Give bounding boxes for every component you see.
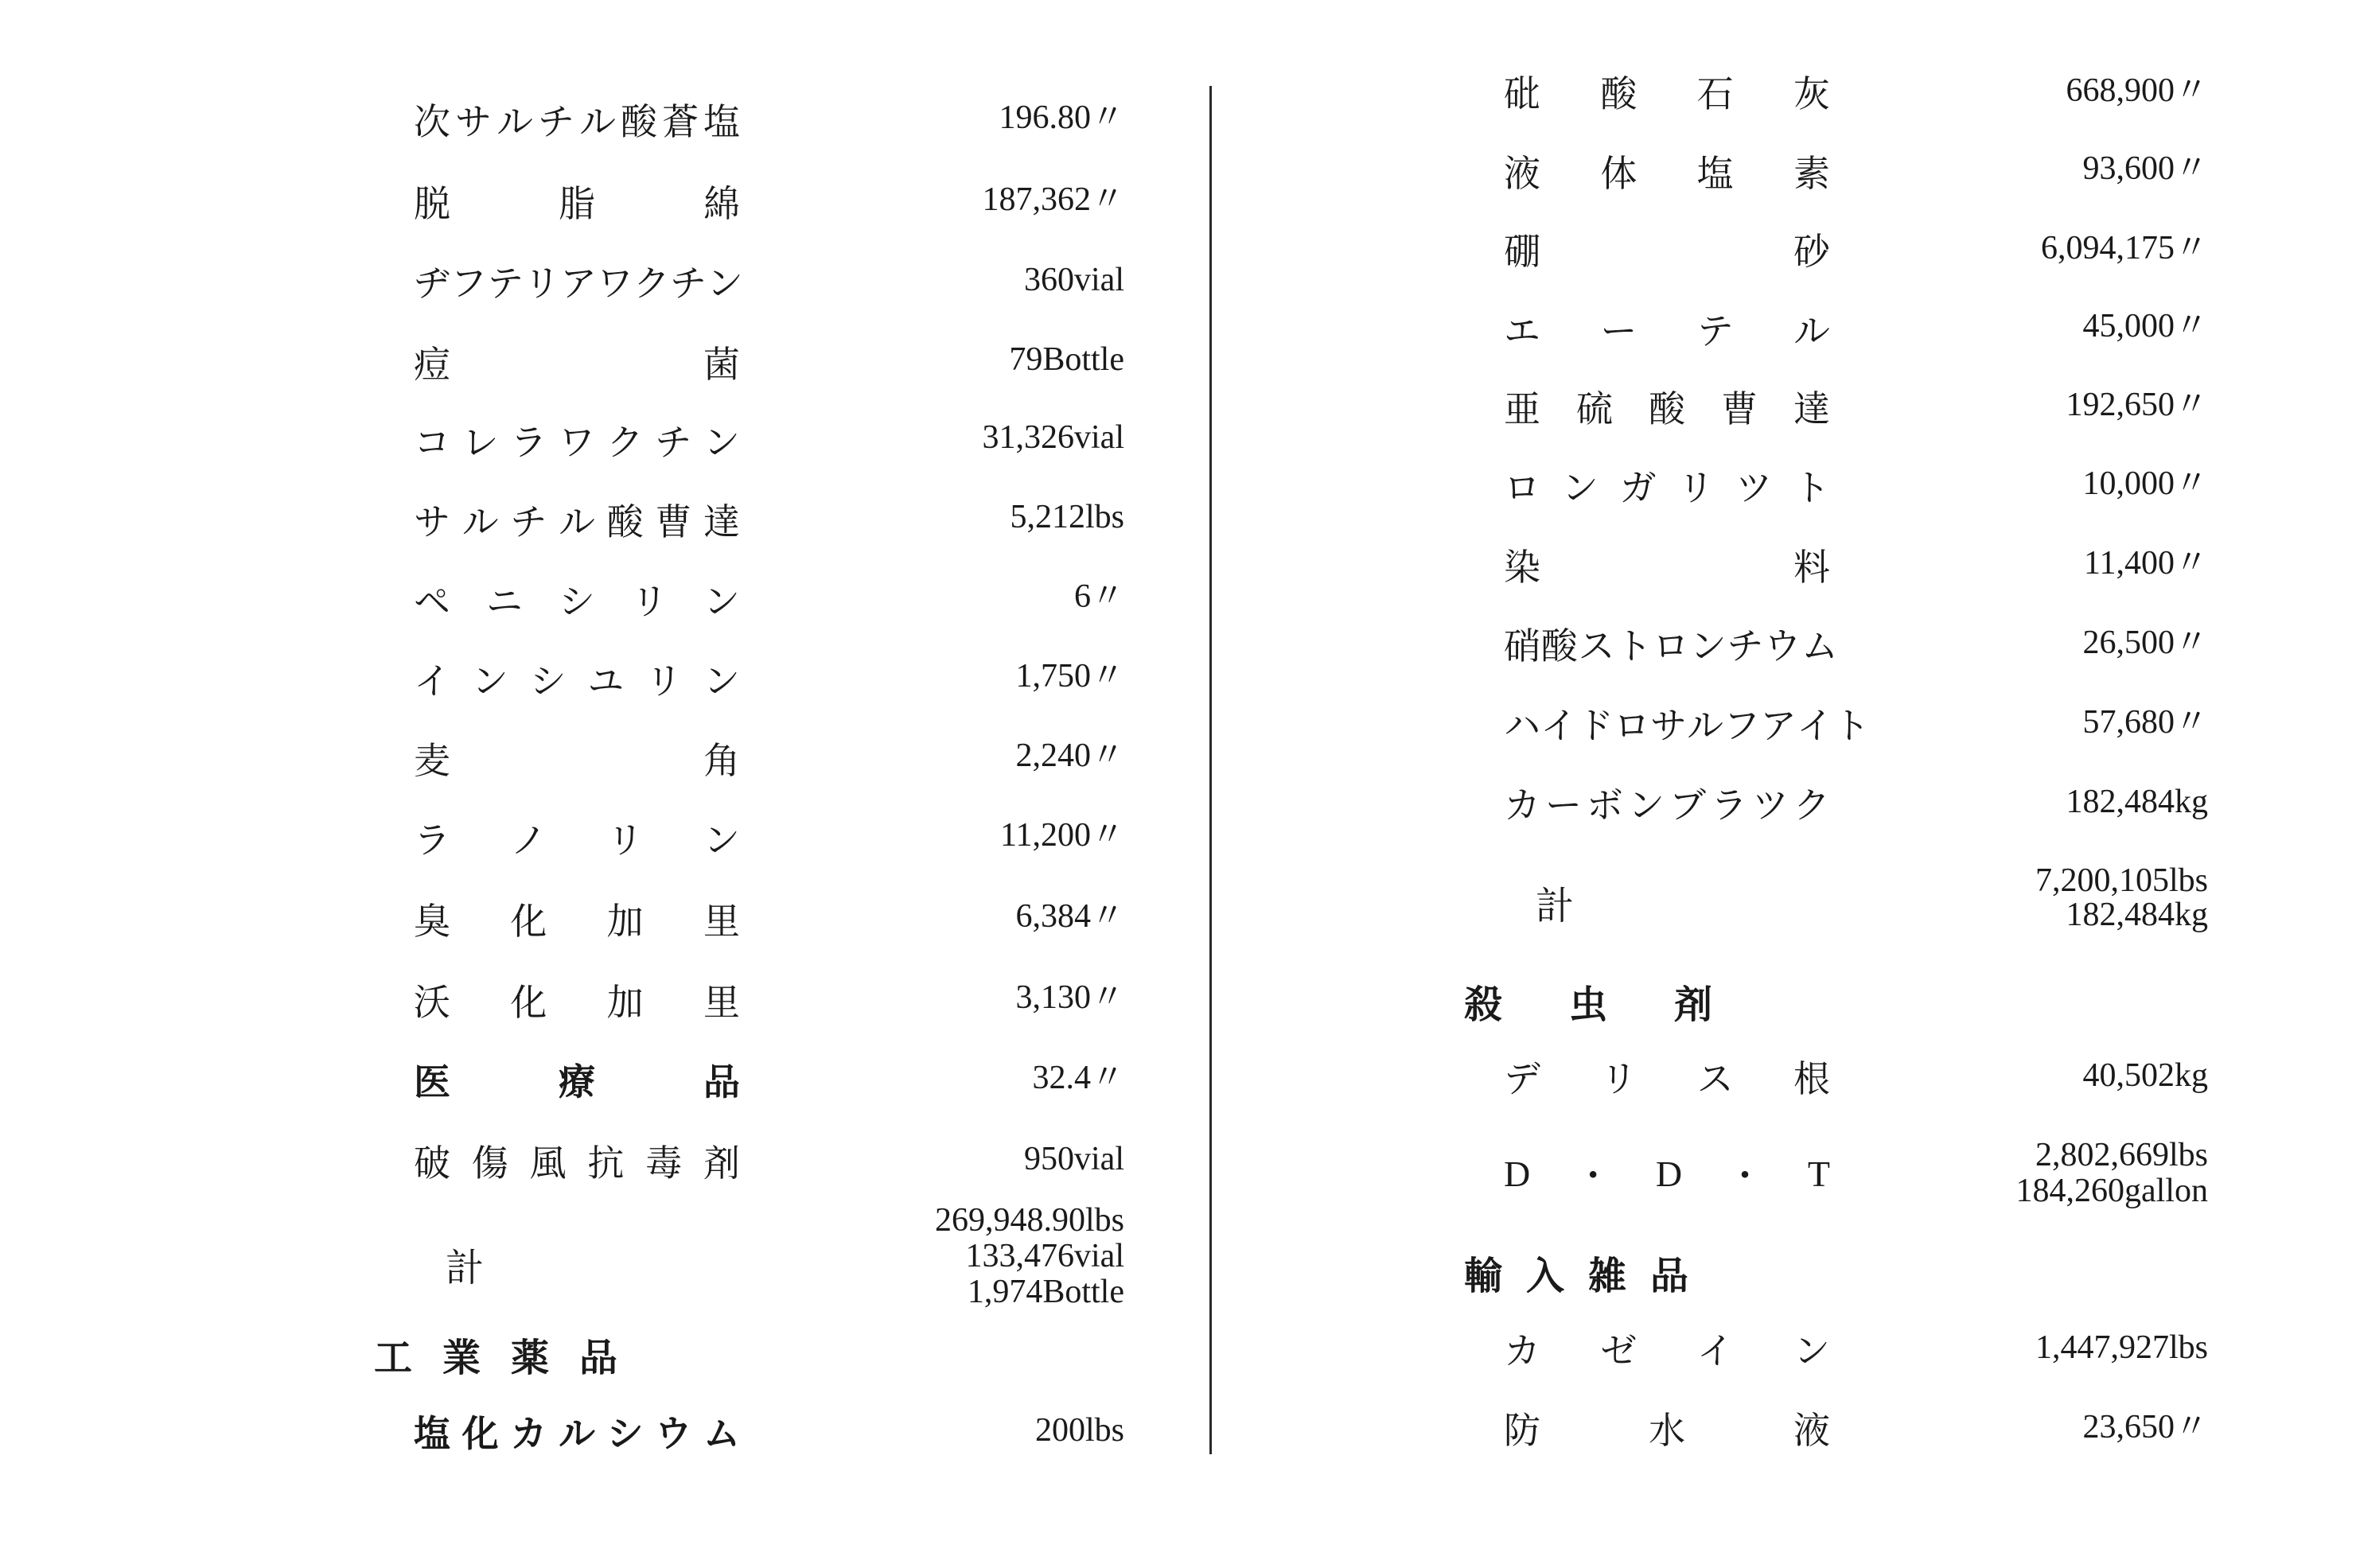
item-value: 182,484kg	[2066, 784, 2208, 820]
item-label: 硝 酸 ス ト ロ ン チ ウ ム	[1504, 624, 1838, 667]
item-value: 200lbs	[1034, 1412, 1124, 1449]
item-label: ハ イ ド ロ サ ル フ ア イ ト	[1504, 704, 1870, 747]
total-value: 7,200,105lbs	[2035, 862, 2208, 899]
item-value: 6,094,175〃	[2040, 230, 2208, 267]
section-heading: 輸入雑品	[1464, 1254, 1713, 1298]
item-value: 950vial	[1024, 1141, 1124, 1177]
item-value: 26,500〃	[2082, 624, 2208, 661]
list-item	[414, 492, 740, 547]
item-value: 23,650〃	[2082, 1409, 2208, 1445]
item-label: 麦 角	[414, 739, 740, 782]
item-label: エ ー テ ル	[1504, 309, 1830, 352]
list-item	[1504, 537, 1830, 593]
item-value: 2,240〃	[1015, 737, 1124, 774]
list-item	[1504, 775, 1830, 831]
item-label: カ ー ボ ン ブ ラ ツ ク	[1504, 784, 1830, 827]
item-label: 染 料	[1504, 546, 1830, 589]
item-value: 184,260gallon	[2015, 1173, 2208, 1209]
list-item	[414, 810, 740, 866]
item-label: ロ ン ガ リ ツ ト	[1504, 466, 1830, 509]
list-item	[1504, 1049, 1830, 1104]
item-value: 2,802,669lbs	[2035, 1137, 2208, 1173]
item-label: 液 体 塩 素	[1504, 152, 1830, 195]
item-value: 32.4〃	[1032, 1060, 1124, 1096]
list-item	[414, 1133, 740, 1189]
list-item	[1504, 457, 1830, 513]
item-value: 11,400〃	[2084, 545, 2208, 582]
item-value: 1,750〃	[1015, 658, 1124, 695]
item-value: 668,900〃	[2066, 72, 2208, 109]
item-label: 破 傷 風 抗 毒 剤	[414, 1142, 740, 1185]
list-item	[1504, 1146, 1830, 1201]
item-label: 医 療 品	[414, 1060, 740, 1103]
item-label: ラ ノ リ ン	[414, 819, 740, 862]
list-item	[414, 334, 740, 390]
item-value: 45,000〃	[2082, 308, 2208, 344]
list-item	[414, 91, 740, 147]
item-label: 脱 脂 綿	[414, 182, 740, 225]
item-label: 沃 化 加 里	[414, 981, 740, 1024]
total-label: 計	[446, 1246, 485, 1290]
list-item	[414, 571, 740, 627]
total-value: 182,484kg	[2066, 897, 2208, 933]
list-item	[414, 412, 740, 468]
item-label: サ ル チ ル 酸 曹 達	[414, 500, 740, 543]
section-heading: 工業薬品	[374, 1336, 648, 1380]
item-value: 93,600〃	[2082, 150, 2208, 187]
list-item	[1504, 221, 1830, 277]
total-value: 269,948.90lbs	[934, 1202, 1124, 1239]
list-item	[414, 972, 740, 1028]
item-value: 192,650〃	[2066, 387, 2208, 423]
list-item	[1504, 695, 1870, 751]
item-label: 次 サ ル チ ル 酸 蒼 塩	[414, 100, 740, 143]
total-label: 計	[1536, 884, 1575, 928]
item-label: 臭 化 加 里	[414, 900, 740, 943]
item-value: 31,326vial	[982, 419, 1124, 456]
item-label: 硼 砂	[1504, 230, 1830, 273]
item-value: 5,212lbs	[1010, 499, 1124, 535]
list-item	[1504, 616, 1838, 671]
list-item	[1504, 1400, 1830, 1456]
list-item	[414, 1052, 740, 1107]
item-value: 6,384〃	[1015, 898, 1124, 935]
item-value: 6〃	[1073, 578, 1124, 615]
list-item	[414, 651, 740, 706]
item-value: 57,680〃	[2082, 704, 2208, 741]
item-label: 塩 化 カ ル シ ウ ム	[414, 1412, 740, 1455]
item-value: 187,362〃	[982, 181, 1124, 218]
item-label: イ ン シ ユ リ ン	[414, 659, 740, 702]
item-value: 360vial	[1024, 262, 1124, 298]
item-label: 亜 硫 酸 曹 達	[1504, 387, 1830, 430]
item-value: 79Bottle	[1009, 341, 1124, 378]
list-item	[1504, 143, 1830, 199]
item-label: 砒 酸 石 灰	[1504, 72, 1830, 115]
total-value: 1,974Bottle	[967, 1274, 1124, 1310]
item-label: D ・ D ・ T	[1504, 1153, 1830, 1196]
item-label: 防 水 液	[1504, 1409, 1830, 1452]
list-item	[414, 891, 740, 947]
item-label: ペ ニ シ リ ン	[414, 580, 740, 623]
item-value: 11,200〃	[1000, 817, 1124, 854]
item-value: 1,447,927lbs	[2035, 1329, 2208, 1366]
list-item	[414, 1403, 740, 1459]
total-value: 133,476vial	[965, 1238, 1124, 1274]
item-label: コ レ ラ ワ ク チ ン	[414, 421, 740, 464]
list-item	[1504, 301, 1830, 356]
list-item	[1504, 1321, 1830, 1376]
item-value: 40,502kg	[2082, 1057, 2208, 1094]
list-item	[1504, 379, 1830, 434]
list-item	[414, 730, 740, 786]
item-label: ヂ フ テ リ ア ワ ク チ ン	[414, 262, 743, 305]
column-divider	[1209, 86, 1212, 1454]
item-value: 10,000〃	[2082, 465, 2208, 502]
item-value: 196.80〃	[999, 99, 1124, 136]
item-label: デ リ ス 根	[1504, 1057, 1830, 1100]
item-label: 痘 菌	[414, 343, 740, 386]
section-heading: 殺虫剤	[1464, 982, 1780, 1027]
item-label: カ ゼ イ ン	[1504, 1329, 1830, 1372]
item-value: 3,130〃	[1015, 979, 1124, 1016]
list-item	[414, 253, 743, 309]
list-item	[414, 173, 740, 229]
list-item	[1504, 64, 1830, 119]
